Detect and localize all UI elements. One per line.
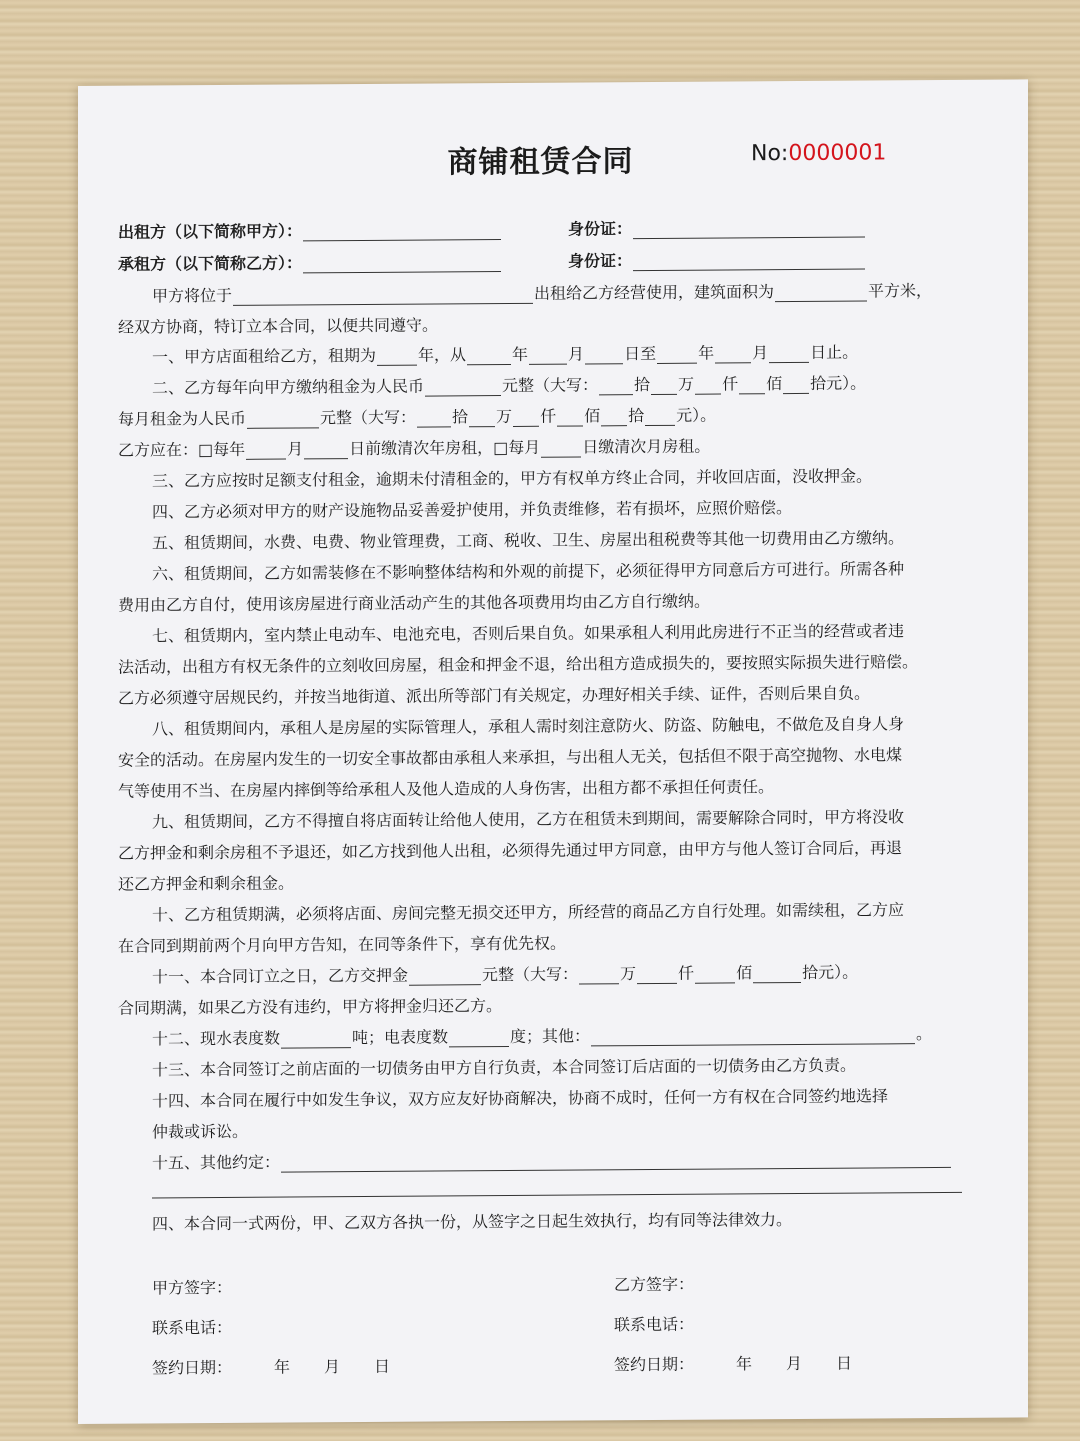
clause-2-line-2 <box>118 403 716 430</box>
clause-5: 五、租赁期间，水费、电费、物业管理费，工商、税收、卫生、房屋出租税费等其他一切费用由乙方缴纳。 <box>152 528 905 553</box>
clause-12 <box>152 1021 932 1049</box>
lessee-label: 承租方（以下简称乙方）： <box>118 253 303 274</box>
yearly-day-blank[interactable] <box>304 441 348 459</box>
clause-text: 拾 <box>628 406 645 426</box>
lessor-name-blank[interactable] <box>303 222 501 241</box>
phone-label: 联系电话： <box>614 1314 695 1335</box>
electric-meter-blank[interactable] <box>449 1029 509 1047</box>
clause-text: 元整（大写： <box>320 407 417 428</box>
clause-text: 仟 <box>678 963 695 983</box>
clause-text: 拾 <box>452 407 469 427</box>
party-b-phone[interactable] <box>614 1312 694 1336</box>
clause-3: 三、乙方应按时足额支付租金，逾期未付清租金的，甲方有权单方终止合同，并收回店面，没收押金。 <box>152 466 873 491</box>
clause-6-line-2: 费用由乙方自付，使用该房屋进行商业活动产生的其他各项费用均由乙方自行缴纳。 <box>118 591 711 615</box>
clause-13: 十三、本合同签订之前店面的一切债务由甲方自行负责，本合同签订后店面的一切债务由乙方负责。 <box>152 1055 857 1080</box>
clause-text: 度；其他： <box>510 1026 591 1046</box>
annual-qian-blank[interactable] <box>695 377 721 395</box>
clause-7-line-3: 乙方必须遵守居规民约，并按当地街道、派出所等部门有关规定，办理好相关手续、证件，否则后果自负。 <box>118 683 871 708</box>
clause-text: 吨；电表度数 <box>352 1027 449 1048</box>
sign-label: 乙方签字： <box>614 1274 695 1295</box>
clause-text: 。 <box>916 1024 933 1044</box>
monthly-rent-blank[interactable] <box>247 410 319 429</box>
party-a-signature[interactable] <box>152 1275 232 1299</box>
clause-text: 元整（大写： <box>502 375 599 396</box>
final-clause: 四、本合同一式两份，甲、乙双方各执一份，从签字之日起生效执行，均有同等法律效力。 <box>152 1210 793 1234</box>
clause-8-line-3: 气等使用不当、在房屋内摔倒等给承租人及他人造成的人身伤害，出租方都不承担任何责任。 <box>118 777 775 801</box>
start-month-blank[interactable] <box>529 347 567 365</box>
deposit-wan-blank[interactable] <box>579 966 619 984</box>
annual-shi-wan-blank[interactable] <box>599 377 633 395</box>
clause-text: 仟 <box>722 374 739 394</box>
clause-text: 年，从 <box>418 345 467 365</box>
party-a-phone[interactable] <box>152 1315 232 1339</box>
payment-option-yearly[interactable]: 乙方应在：□每年 <box>118 439 246 460</box>
deposit-qian-blank[interactable] <box>637 966 677 984</box>
other-meter-blank[interactable] <box>591 1026 915 1046</box>
clause-text: 二、乙方每年向甲方缴纳租金为人民币 <box>152 376 425 398</box>
intro-text: 出租给乙方经营使用，建筑面积为 <box>534 282 775 303</box>
clause-text: 万 <box>496 406 513 427</box>
monthly-yuan-blank[interactable] <box>645 408 675 426</box>
lessee-row <box>118 249 502 275</box>
clause-text: 拾元）。 <box>802 962 859 982</box>
clause-1 <box>152 340 858 368</box>
lessor-id-label: 身份证： <box>568 219 633 239</box>
date-month: 月 <box>324 1357 341 1377</box>
end-day-blank[interactable] <box>769 345 809 363</box>
contract-paper <box>78 79 1028 1424</box>
annual-bai-blank[interactable] <box>739 376 765 394</box>
lessee-id-label: 身份证： <box>568 251 633 271</box>
lessor-row <box>118 217 502 243</box>
party-b-signature[interactable] <box>614 1272 694 1296</box>
clause-6-line-1: 六、租赁期间，乙方如需装修在不影响整体结构和外观的前提下，必须征得甲方同意后方可进行。所需各种 <box>152 559 905 584</box>
clause-7-line-1: 七、租赁期内，室内禁止电动车、电池充电，否则后果自负。如果承租人利用此房进行不正当的经营或者违 <box>152 621 905 646</box>
annual-rent-blank[interactable] <box>425 378 501 397</box>
clause-text: 佰 <box>766 374 783 394</box>
intro-line-2: 经双方协商，特订立本合同，以便共同遵守。 <box>118 315 439 337</box>
page-title: 商铺租赁合同 <box>447 144 634 181</box>
start-day-blank[interactable] <box>585 346 623 364</box>
clause-text: 一、甲方店面租给乙方，租期为 <box>152 345 377 367</box>
deposit-bai-blank[interactable] <box>695 965 735 983</box>
end-month-blank[interactable] <box>715 345 751 363</box>
monthly-wan-blank[interactable] <box>469 409 495 427</box>
date-day: 日 <box>374 1356 391 1376</box>
date-label: 签约日期： <box>152 1357 233 1378</box>
clause-text: 月 <box>752 343 769 363</box>
clause-text: 月 <box>568 344 585 364</box>
clause-text: 年 <box>512 344 529 364</box>
clause-10-line-1: 十、乙方租赁期满，必须将店面、房间完整无损交还甲方，所经营的商品乙方自行处理。如需续租，乙方应 <box>152 900 905 925</box>
clause-text: 万 <box>620 964 637 984</box>
clause-14-line-2: 仲裁或诉讼。 <box>152 1121 249 1142</box>
party-b-date[interactable] <box>614 1351 852 1376</box>
clause-text: 元）。 <box>676 405 717 425</box>
clause-2-line-3 <box>118 434 710 461</box>
lessor-id-blank[interactable] <box>633 220 865 240</box>
monthly-shi-blank[interactable] <box>601 408 627 426</box>
monthly-day-blank[interactable] <box>541 439 581 457</box>
lessor-label: 出租方（以下简称甲方）： <box>118 221 303 242</box>
deposit-blank[interactable] <box>409 967 481 986</box>
monthly-qian-blank[interactable] <box>513 409 539 427</box>
lessee-id-blank[interactable] <box>633 252 865 272</box>
annual-shi-blank[interactable] <box>783 376 809 394</box>
start-year-blank[interactable] <box>467 347 511 365</box>
yearly-month-blank[interactable] <box>246 442 286 460</box>
annual-wan-blank[interactable] <box>651 377 677 395</box>
clause-10-line-2: 在合同到期前两个月向甲方告知，在同等条件下，享有优先权。 <box>118 933 567 956</box>
date-month: 月 <box>786 1353 803 1374</box>
date-year: 年 <box>736 1354 753 1374</box>
serial-number <box>751 140 886 166</box>
other-terms-line-2[interactable] <box>152 1192 962 1199</box>
clause-text: 每月租金为人民币 <box>118 408 247 429</box>
lessee-id-row <box>568 246 866 271</box>
lessor-id-row <box>568 214 866 239</box>
date-day: 日 <box>836 1353 853 1373</box>
area-blank[interactable] <box>775 283 867 302</box>
sign-label: 甲方签字： <box>152 1277 233 1298</box>
clause-text: 佰 <box>584 406 601 426</box>
monthly-bai-blank[interactable] <box>557 408 583 426</box>
clause-8-line-2: 安全的活动。在房屋内发生的一切安全事故都由承租人来承担，与出租人无关，包括但不限于高空抛物、水电煤 <box>118 745 903 770</box>
clause-text: 十二、现水表度数 <box>152 1028 281 1049</box>
payment-option-monthly[interactable]: 日前缴清次年房租，□每月 <box>349 437 541 459</box>
clause-text: 日至 <box>624 343 657 364</box>
clause-9-line-1: 九、租赁期间，乙方不得擅自将店面转让给他人使用，乙方在租赁未到期间，需要解除合同时，甲方将没收 <box>152 807 905 832</box>
serial-value: 0000001 <box>788 140 887 167</box>
lessee-name-blank[interactable] <box>303 254 501 273</box>
deposit-shi-blank[interactable] <box>753 965 801 983</box>
date-label: 签约日期： <box>614 1354 695 1375</box>
other-terms-blank[interactable] <box>281 1150 951 1173</box>
clause-11-line-1 <box>152 960 858 988</box>
clause-11-line-2: 合同期满，如果乙方没有违约，甲方将押金归还乙方。 <box>118 996 503 1018</box>
clause-text: 日缴清次月房租。 <box>582 436 711 457</box>
clause-9-line-3: 还乙方押金和剩余租金。 <box>118 873 295 894</box>
intro-line-1 <box>152 278 932 306</box>
clause-7-line-2: 法活动，出租方有权无条件的立刻收回房屋，租金和押金不退，给出租方造成损失的，要按照实际损失进行赔偿。 <box>118 652 919 677</box>
serial-label: No: <box>751 141 789 167</box>
party-a-date[interactable] <box>152 1354 390 1379</box>
clause-14-line-1: 十四、本合同在履行中如发生争议，双方应友好协商解决，协商不成时，任何一方有权在合同签约地选择 <box>152 1086 889 1111</box>
clause-text: 月 <box>287 439 304 459</box>
clause-text: 十五、其他约定： <box>152 1152 281 1173</box>
intro-text: 甲方将位于 <box>152 285 233 306</box>
term-years-blank[interactable] <box>377 348 417 366</box>
clause-text: 年 <box>698 343 715 363</box>
date-year: 年 <box>274 1357 291 1377</box>
clause-text: 十一、本合同订立之日，乙方交押金 <box>152 965 409 987</box>
clause-text: 元整（大写： <box>482 964 579 985</box>
clause-text: 仟 <box>540 406 557 426</box>
clause-text: 拾元）。 <box>810 373 867 393</box>
clause-9-line-2: 乙方押金和剩余房租不予退还，如乙方找到他人出租，必须得先通过甲方同意，由甲方与他人签订合同后，再退 <box>118 838 903 863</box>
clause-4: 四、乙方必须对甲方的财产设施物品妥善爱护使用，并负责维修，若有损坏，应照价赔偿。 <box>152 498 793 522</box>
intro-text: 平方米， <box>868 281 933 301</box>
monthly-shi-wan-blank[interactable] <box>417 409 451 427</box>
clause-8-line-1: 八、租赁期间内，承租人是房屋的实际管理人，承租人需时刻注意防火、防盗、防触电，不做危及自身人身 <box>152 714 905 739</box>
clause-2-line-1 <box>152 370 866 398</box>
clause-text: 日止。 <box>810 342 859 362</box>
clause-text: 万 <box>678 374 695 394</box>
clause-text: 拾 <box>634 375 651 395</box>
location-blank[interactable] <box>233 286 533 306</box>
water-meter-blank[interactable] <box>281 1030 351 1048</box>
phone-label: 联系电话： <box>152 1317 233 1338</box>
clause-text: 佰 <box>736 963 753 983</box>
clause-15 <box>152 1145 952 1174</box>
end-year-blank[interactable] <box>657 346 697 364</box>
